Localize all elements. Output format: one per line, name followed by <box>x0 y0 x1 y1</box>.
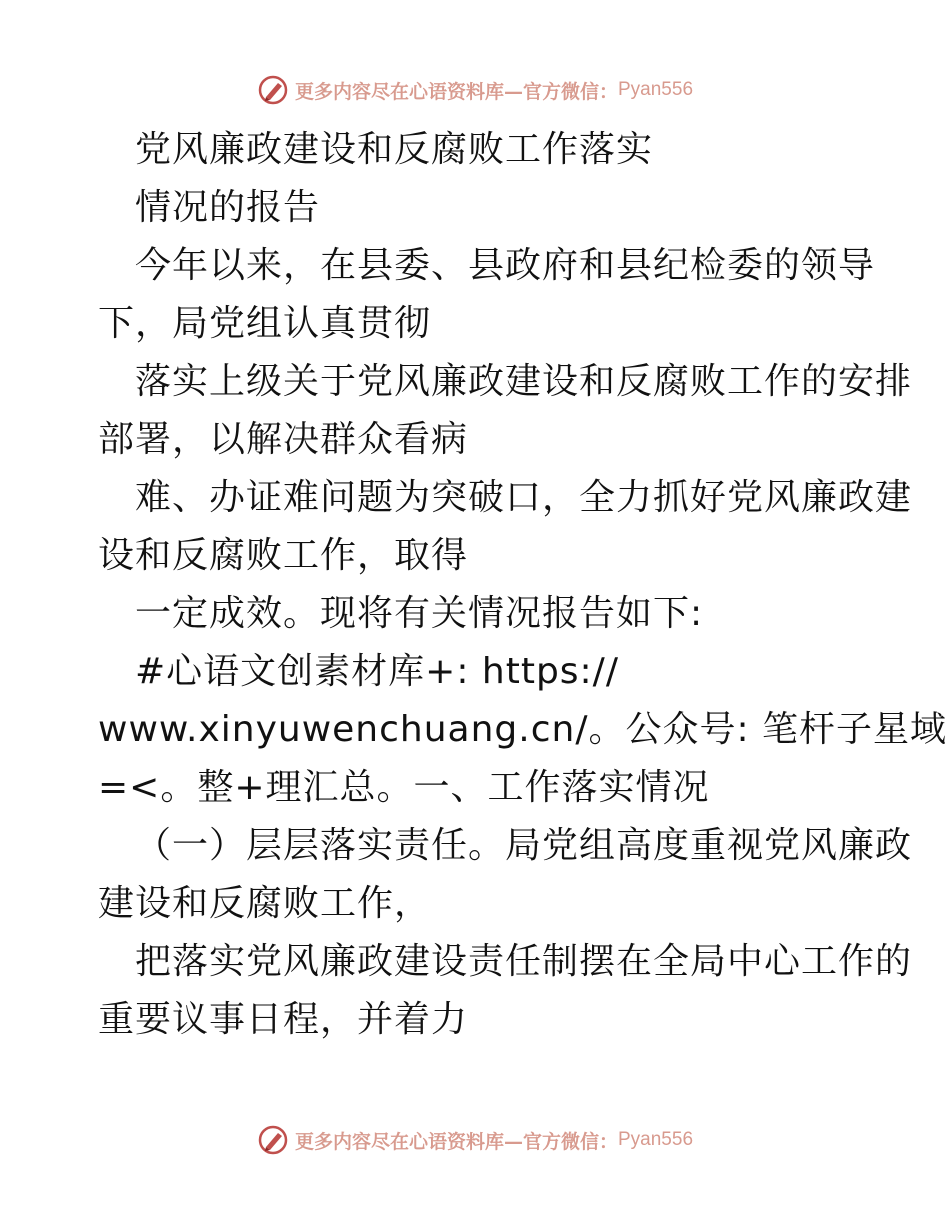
banner-text: 更多内容尽在心语资料库—官方微信： <box>294 1130 618 1153</box>
body-text-line: 重要议事日程，并着力 <box>98 999 469 1040</box>
header-watermark-banner <box>0 70 950 110</box>
body-text-line: 今年以来，在县委、县政府和县纪检委的领导 <box>135 245 876 286</box>
body-text-line: 一定成效。现将有关情况报告如下: <box>135 593 704 634</box>
body-text-line: =<。整+理汇总。一、工作落实情况 <box>98 767 710 808</box>
body-text-line: 落实上级关于党风廉政建设和反腐败工作的安排 <box>135 361 913 402</box>
body-text-line: 难、办证难问题为突破口，全力抓好党风廉政建 <box>135 477 913 518</box>
pen-logo-icon <box>257 74 289 106</box>
body-text-line: （一）层层落实责任。局党组高度重视党风廉政 <box>135 825 913 866</box>
document-body <box>98 121 948 1049</box>
body-text-line: 建设和反腐败工作， <box>98 883 432 924</box>
body-text-line: 设和反腐败工作，取得 <box>98 535 469 576</box>
banner-wechat-id: Pyan556 <box>618 79 694 100</box>
body-text-line: 下，局党组认真贯彻 <box>98 303 432 344</box>
body-text-line: #心语文创素材库+: https:// <box>135 651 619 692</box>
pen-logo-icon <box>257 1124 289 1156</box>
body-text-line: 党风廉政建设和反腐败工作落实 <box>135 129 654 170</box>
body-text-line: www.xinyuwenchuang.cn/。公众号: 笔杆子星域 <box>98 709 948 750</box>
banner-text: 更多内容尽在心语资料库—官方微信： <box>294 80 618 103</box>
body-text-line: 情况的报告 <box>135 187 321 228</box>
banner-wechat-id: Pyan556 <box>618 1129 694 1150</box>
footer-watermark-banner <box>0 1120 950 1160</box>
body-text-line: 部署，以解决群众看病 <box>98 419 469 460</box>
body-text-line: 把落实党风廉政建设责任制摆在全局中心工作的 <box>135 941 913 982</box>
